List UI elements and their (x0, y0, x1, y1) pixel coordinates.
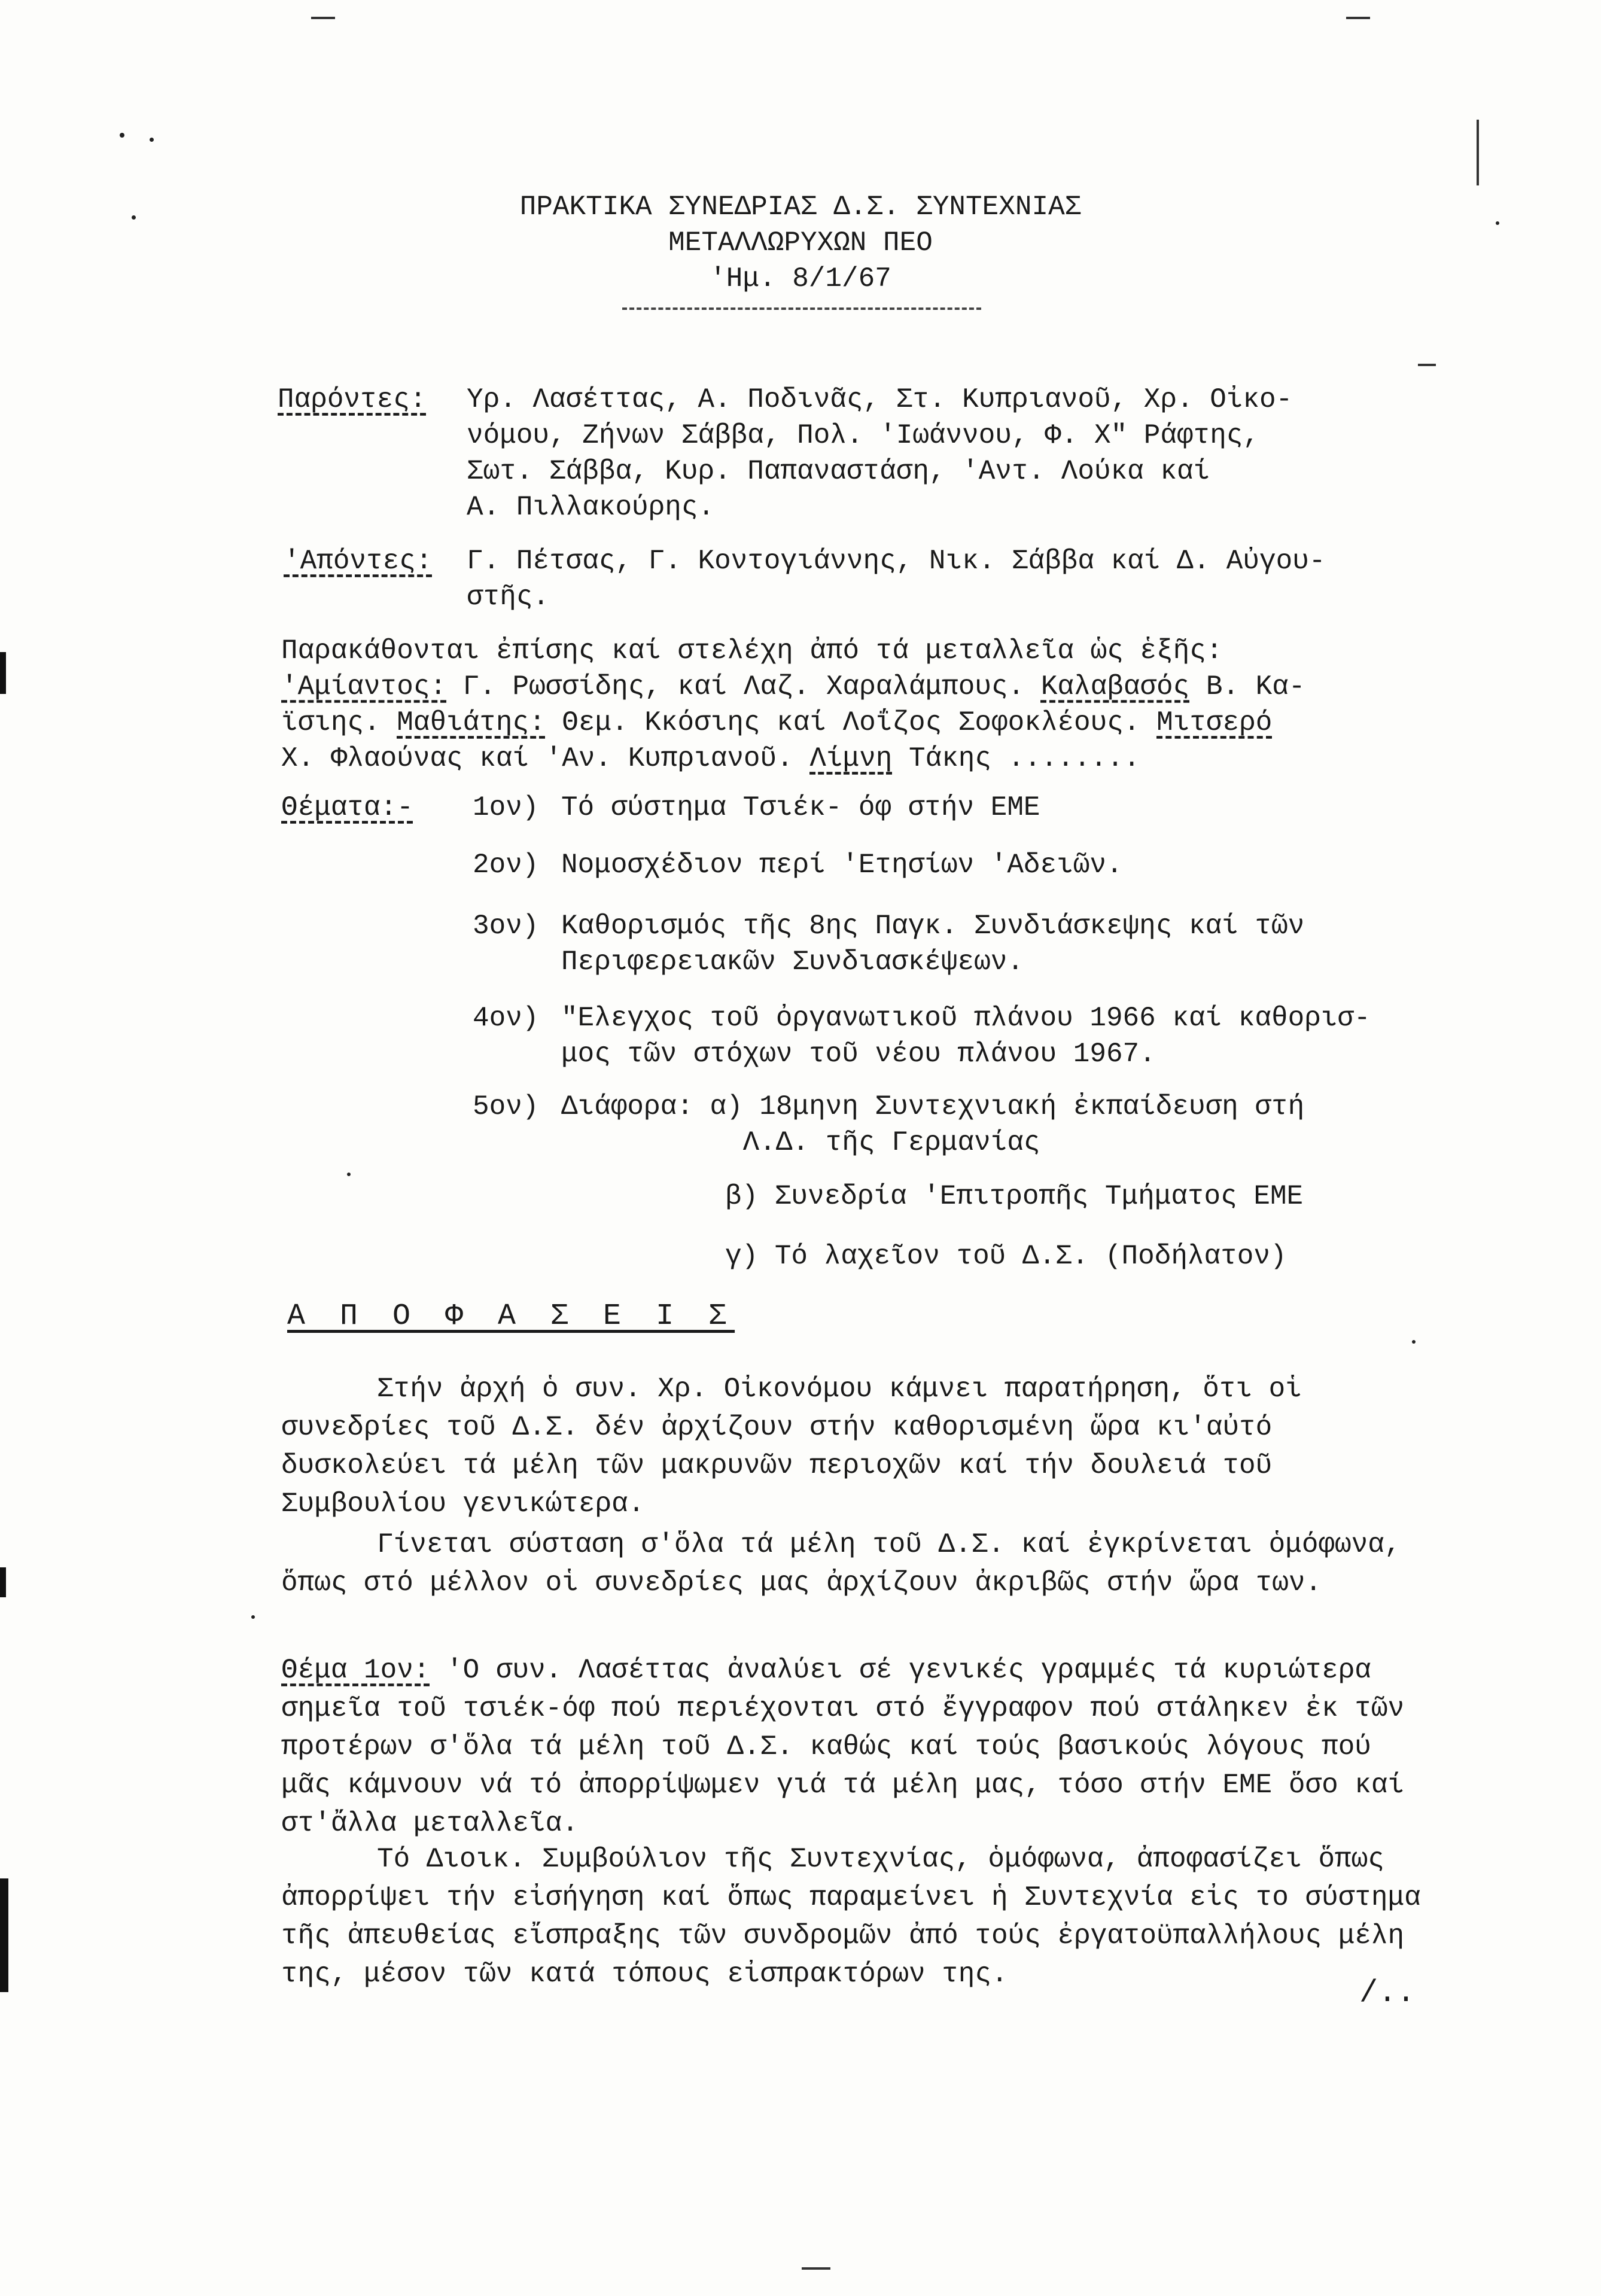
topic-5-sub-b: β) Συνεδρία 'Επιτροπῆς Τμήματος ΕΜΕ (725, 1181, 1304, 1212)
topics-label: Θέματα:- (281, 792, 413, 823)
present-line-2: νόμου, Ζήνων Σάββα, Πολ. 'Ιωάννου, Φ. Χ" Ράφτης, (467, 420, 1260, 451)
scan-edge-mark (0, 1567, 6, 1597)
attending-line-1: Παρακάθονται ἐπίσης καί στελέχη ἀπό τά μεταλλεῖα ὡς ἑξῆς: (281, 635, 1223, 666)
absent-label: 'Απόντες: (284, 546, 433, 577)
topic-5-text-line-1: Διάφορα: α) 18μηνη Συντεχνιακή ἐκπαίδευση στή (561, 1091, 1305, 1122)
topic-4-text-line-2: μος τῶν στόχων τοῦ νέου πλάνου 1967. (561, 1039, 1156, 1070)
scan-speck (251, 1615, 255, 1619)
title-line-2: ΜΕΤΑΛΛΩΡΥΧΩΝ ΠΕΟ (668, 227, 933, 258)
attending-line-4: Χ. Φλαούνας καί 'Αν. Κυπριανοῦ. Λίμνη Τάκης ........ (281, 743, 1140, 774)
topic-5-number: 5ον) (473, 1091, 539, 1122)
paragraph-1: Στήν ἀρχή ὁ συν. Χρ. Οἰκονόμου κάμνει παρατήρηση, ὅτι οἱ συνεδρίες τοῦ Δ.Σ. δέν ἀρχίζουν στήν καθορισμένη ὥρα κι'αὐτό δυσκολεύει τά μέλη τῶν μακρυνῶν περιοχῶν καί τήν δουλειά τοῦ Συμβουλίου γενικώτερα. (281, 1374, 1302, 1519)
decisions-heading: Α Π Ο Φ Α Σ Ε Ι Σ (287, 1299, 735, 1333)
topic-3-text-line-2: Περιφερειακῶν Συνδιασκέψεων. (561, 946, 1024, 978)
topic-1-number: 1ον) (473, 792, 539, 823)
mine-limni: Λίμνη (809, 743, 893, 774)
scan-speck (1412, 1340, 1416, 1344)
continuation-mark: /.. (1359, 1975, 1416, 2011)
scan-speck (347, 1173, 351, 1176)
attending-line-2: 'Αμίαντος: Γ. Ρωσσίδης, καί Λαζ. Χαραλάμπους. Καλαβασός Β. Κα- (281, 671, 1305, 702)
scan-edge-mark (0, 1878, 8, 1992)
scan-line (1346, 17, 1370, 19)
topic-2-number: 2ον) (473, 849, 539, 881)
mine-amiantos: 'Αμίαντος: (281, 671, 447, 702)
paragraph-2: Γίνεται σύσταση σ'ὅλα τά μέλη τοῦ Δ.Σ. καί ἐγκρίνεται ὁμόφωνα, ὅπως στό μέλλον οἱ συνεδρίες μας ἀρχίζουν ἀκριβῶς στήν ὥρα των. (281, 1529, 1401, 1598)
topic-5-text-line-2: Λ.Δ. τῆς Γερμανίας (561, 1127, 1040, 1158)
topic-4-number: 4ον) (473, 1003, 539, 1034)
present-line-1: Υρ. Λασέττας, Α. Ποδινᾶς, Στ. Κυπριανοῦ, Χρ. Οἰκο- (467, 384, 1293, 415)
topic-4-text-line-1: "Ελεγχος τοῦ ὀργανωτικοῦ πλάνου 1966 καί καθορισ- (561, 1003, 1371, 1034)
mine-kalavasos: Καλαβασός (1040, 671, 1190, 702)
meeting-date: 'Ημ. 8/1/67 (710, 263, 891, 294)
topic-3-text-line-1: Καθορισμός τῆς 8ης Παγκ. Συνδιάσκεψης καί τῶν (561, 911, 1305, 942)
absent-line-2: στῆς. (467, 581, 550, 613)
scan-speck (150, 138, 154, 142)
scan-speck (120, 133, 124, 138)
topic-5-sub-c: γ) Τό λαχεῖον τοῦ Δ.Σ. (Ποδήλατον) (725, 1241, 1287, 1272)
scan-edge-mark (0, 652, 6, 694)
scan-line (311, 17, 335, 19)
mine-mitsero: Μιτσερό (1156, 707, 1273, 738)
paragraph-3: Θέμα 1ον: 'Ο συν. Λασέττας ἀναλύει σέ γενικές γραμμές τά κυριώτερα σημεῖα τοῦ τσιέκ-όφ πού περιέχονται στό ἔγγραφον πού στάληκεν ἐκ τῶν προτέρων σ'ὅλα τά μέλη τοῦ Δ.Σ. καθώς καί τούς βασικούς λόγους πού μᾶς κάμνουν νά τό ἀπορρίψωμεν γιά τά μέλη μας, τόσο στήν ΕΜΕ ὅσο καί στ'ἄλλα μεταλλεῖα. (281, 1655, 1405, 1839)
header-divider (622, 307, 981, 310)
scan-line (802, 2267, 830, 2270)
absent-line-1: Γ. Πέτσας, Γ. Κοντογιάννης, Νικ. Σάββα καί Δ. Αὐγου- (467, 546, 1326, 577)
attending-line-3: ϊσιης. Μαθιάτης: Θεμ. Κκόσιης καί Λοΐζος Σοφοκλέους. Μιτσερό (281, 707, 1273, 738)
present-label: Παρόντες: (278, 384, 427, 415)
title-line-1: ΠΡΑΚΤΙΚΑ ΣΥΝΕΔΡΙΑΣ Δ.Σ. ΣΥΝΤΕΧΝΙΑΣ (519, 191, 1082, 223)
scan-speck (132, 215, 136, 220)
scan-speck (1496, 221, 1499, 225)
topic-1-text: Τό σύστημα Τσιέκ- όφ στήν ΕΜΕ (561, 792, 1040, 823)
present-line-3: Σωτ. Σάββα, Κυρ. Παπαναστάση, 'Αντ. Λούκα καί (467, 456, 1210, 487)
paragraph-4: Τό Διοικ. Συμβούλιον τῆς Συντεχνίας, ὁμόφωνα, ἀποφασίζει ὅπως ἀπορρίψει τήν εἰσήγηση καί ὅπως παραμείνει ἡ Συντεχνία εἰς το σύστημα τῆς ἀπευθείας εἴσπραξης τῶν συνδρομῶν ἀπό τούς ἐργατοϋπαλλήλους μέλη της, μέσον τῶν κατά τόπους εἰσπρακτόρων της. (281, 1844, 1421, 1990)
present-line-4: Α. Πιλλακούρης. (467, 492, 715, 523)
topic-2-text: Νομοσχέδιον περί 'Ετησίων 'Αδειῶν. (561, 849, 1123, 881)
scan-line (1418, 364, 1436, 366)
mine-mathiatis: Μαθιάτης: (397, 707, 546, 738)
scan-line (1477, 120, 1479, 185)
topic-3-number: 3ον) (473, 911, 539, 942)
topic-1-label: Θέμα 1ον: (281, 1655, 430, 1686)
